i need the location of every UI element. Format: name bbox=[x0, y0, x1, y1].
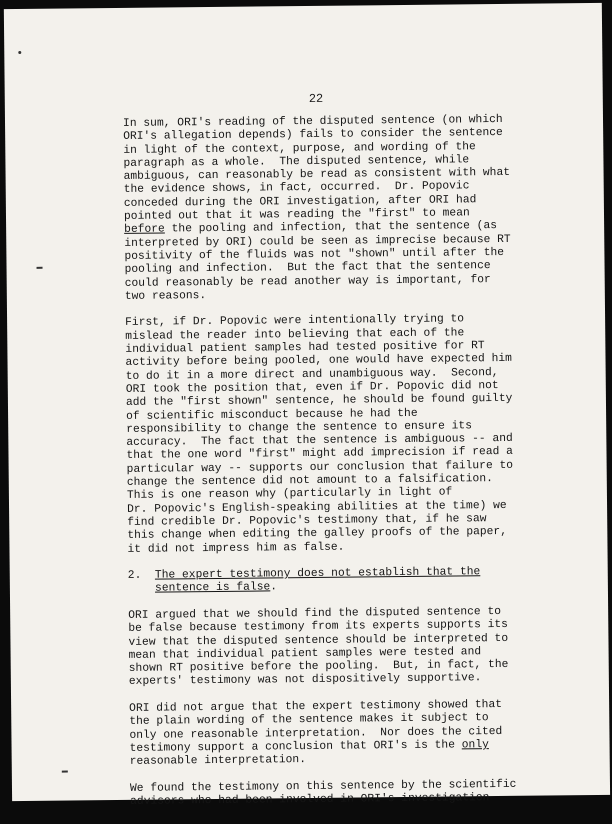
paragraph-we-found: We found the testimony on this sentence by the scientific advisors who had been involved in ORI's investigation bbox=[129, 778, 517, 809]
margin-mark bbox=[18, 51, 21, 54]
underlined-word-before: before bbox=[124, 223, 165, 237]
paragraph-ori-did-not: ORI did not argue that the expert testimony showed that the plain wording of the sentence makes it subject to only one reasonable interpretation. Nor does the cited testimony support a conclusion that ORI's is the only reasonable interpretation. bbox=[129, 699, 503, 769]
page-number: 22 bbox=[308, 91, 324, 106]
document-page bbox=[4, 3, 610, 809]
paragraph-sum: In sum, ORI's reading of the disputed sentence (on which ORI's allegation depends) fails to consider the sentence in light of the context, purpose, and wording of the paragraph as a whole. The disputed sentence, while ambiguous, can reasonably be read as consistent with what the evidence shows, in fact, occurred. Dr. Popovic conceded during the ORI investigation, after ORI had pointed out that it was reading the "first" to mean before the pooling and infection, that the sentence (as interpreted by ORI) could be seen as imprecise because RT positivity of the fluids was not "shown" until after the pooling and infection. But the fact that the sentence could reasonably be read another way is important, for two reasons. bbox=[122, 113, 511, 303]
paragraph-ori-argued: ORI argued that we should find the disputed sentence to be false because testimony from its experts supports its view that the disputed sentence should be interpreted to mean that individual patient samples were tested and shown RT positive before the pooling. But, in fact, the experts' testimony was not dispositively supportive. bbox=[128, 605, 509, 689]
margin-mark bbox=[62, 771, 68, 773]
body-text bbox=[123, 114, 550, 823]
paragraph-first: First, if Dr. Popovic were intentionally trying to mislead the reader into believing that each of the individual patient samples had tested positive for RT activity before being pooled, one would have expected him to do it in a more direct and unambiguous way. Second, ORI took the position that, even if Dr. Popovic did not add the "first shown" sentence, he should be found guilty of scientific misconduct because he had the responsibility to change the sentence to ensure its accuracy. The fact that the sentence is ambiguous -- and that the one word "first" might add imprecision if read a particular way -- supports our conclusion that failure to change the sentence did not amount to a falsification. This is one reason why (particularly in light of Dr. Popovic's English-speaking abilities at the time) we find credible Dr. Popovic's testimony that, if he saw this change when editing the galley proofs of the paper, it did not impress him as false. bbox=[125, 313, 514, 556]
underlined-word-only: only bbox=[461, 739, 489, 752]
section-heading: 2. The expert testimony does not establish that the sentence is false. bbox=[127, 566, 481, 596]
margin-mark bbox=[37, 267, 43, 269]
